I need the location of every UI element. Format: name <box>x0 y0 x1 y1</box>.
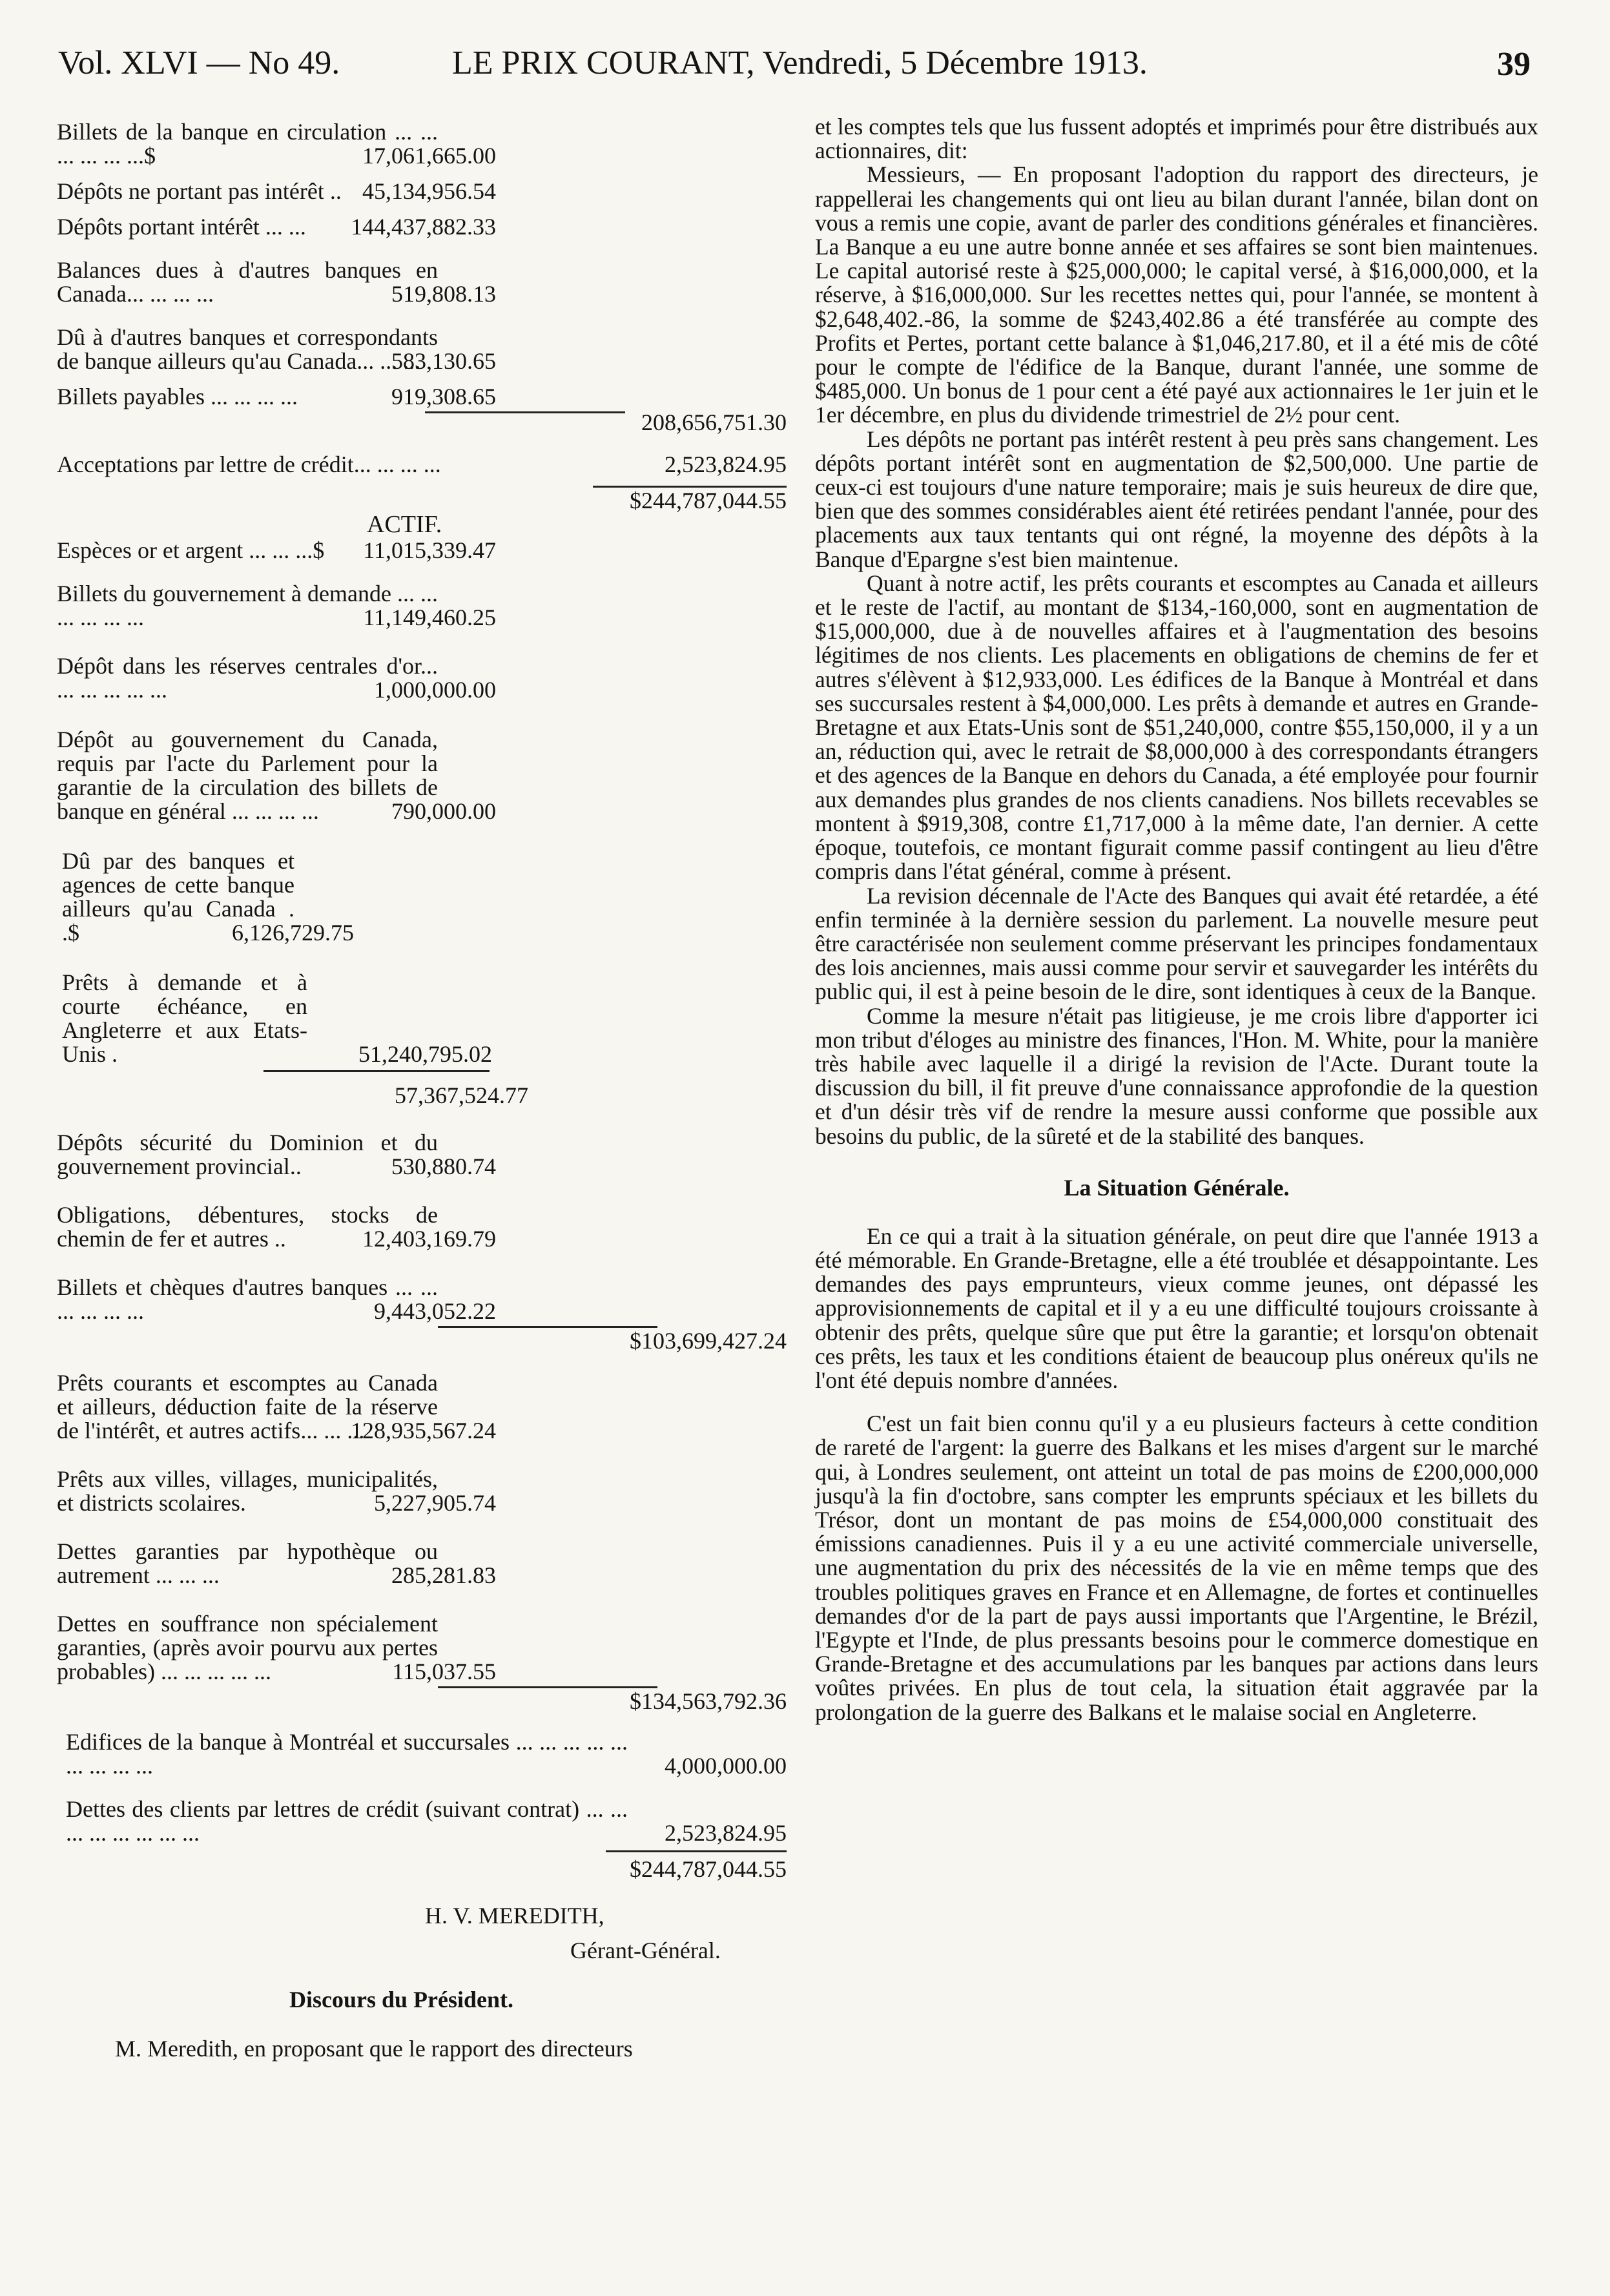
actif-row: Edifices de la banque à Montréal et succursales ... ... ... ... ... ... ... ... ... 4,000,000.00 <box>66 1729 787 1779</box>
actif-row: Billets du gouvernement à demande ... ... ... ... ... ... 11,149,460.25 <box>57 581 496 630</box>
paragraph: La revision décennale de l'Acte des Banques qui avait été retardée, a été enfin terminée à la dernière session du parlement. La nouvelle mesure peut être caractérisée non seulement comme préservant les principes fondamentaux des lois anciennes, mais aussi comme pour servir et sauvegarder les intérêts du public qui, il est à peine besoin de le dire, sont identiques à ceux de la Banque. <box>815 882 1538 1005</box>
passif-row: Dépôts portant intérêt ... ... 144,437,882.33 <box>57 214 496 240</box>
total-rule <box>606 1850 787 1852</box>
actif-row: Dettes des clients par lettres de crédit (suivant contrat) ... ... ... ... ... ... ... ... 2,523,824.95 <box>66 1796 787 1846</box>
page-number: 39 <box>1497 46 1531 83</box>
actif-row: Dettes garanties par hypothèque ou autrement ... ... ... 285,281.83 <box>57 1538 496 1588</box>
actif-row: Espèces or et argent ... ... ...$ 11,015,339.47 <box>57 537 496 563</box>
actif-subtotal-row: $134,563,792.36 <box>57 1684 787 1713</box>
subtotal-rule <box>438 1326 657 1328</box>
actif-row: Prêts aux villes, villages, municipalités, et districts scolaires. 5,227,905.74 <box>57 1466 496 1516</box>
paragraph: Comme la mesure n'était pas litigieuse, je me crois libre d'apporter ici mon tribut d'éloges au ministre des finances, l'Hon. M. White, pour la manière très habile avec laquelle il a dirigé la revision de l'Acte. Durant toute la discussion du bill, il fit preuve d'une connaissance approfondie de la question et d'un désir très vif de rendre la mesure aussi conforme que possible aux besoins du public, de la sûreté et de la stabilité des banques. <box>815 1002 1538 1149</box>
actif-row: Dépôt dans les réserves centrales d'or... ... ... ... ... ... 1,000,000.00 <box>57 653 496 703</box>
discours-heading: Discours du Président. <box>289 1987 514 2012</box>
paragraph: C'est un fait bien connu qu'il y a eu plusieurs facteurs à cette condition de rareté de l'argent: la guerre des Balkans et les mises d'argent sur le marché qui, à Londres seulement, ont atteint un total de pas moins de £200,000,000 jusqu'à la fin d'octobre, sans compter les emprunts spéciaux et les billets du Trésor, dont un montant de pas moins de £54,000,000 constituait des émissions canadiennes. Puis il y a eu une activité commerciale universelle, une augmentation du prix des nécessités de la vie en même temps que des troubles politiques graves en France et en Allemagne, de fortes et continuelles demandes d'or de la part de pays aussi importants que l'Argentine, le Brézil, l'Egypte et l'Inde, de plus pressants besoins pour le commerce domestique en Grande-Bretagne et des accumulations par les banques par actions dans leurs voûtes privées. En plus de tout cela, la situation était aggravée par la prolongation de la guerre des Balkans et le malaise social en Angleterre. <box>815 1411 1538 1725</box>
subtotal-rule <box>425 411 625 413</box>
passif-row: Dépôts ne portant pas intérêt .. 45,134,956.54 <box>57 178 496 204</box>
signature-role: Gérant-Général. <box>570 1938 721 1963</box>
actif-row: Obligations, débentures, stocks de chemin de fer et autres .. 12,403,169.79 <box>57 1202 496 1252</box>
passif-row: Balances dues à d'autres banques en Canada... ... ... ... 519,808.13 <box>57 257 496 307</box>
actif-row: Prêts à demande et à courte échéance, en Angleterre et aux Etats-Unis . 51,240,795.02 <box>62 969 492 1067</box>
passif-row: Billets de la banque en circulation ... ... ... ... ... ...$ 17,061,665.00 <box>57 119 496 169</box>
actif-heading: ACTIF. <box>367 511 442 538</box>
actif-subtotal-row: 57,367,524.77 <box>57 1066 787 1108</box>
situation-heading: La Situation Générale. <box>1064 1174 1290 1201</box>
passif-subtotal-row: 208,656,751.30 <box>57 409 787 435</box>
paragraph: et les comptes tels que lus fussent adoptés et imprimés pour être distribués aux actionnaires, dit: <box>815 114 1538 164</box>
volume-number: Vol. XLVI — No 49. <box>58 45 340 81</box>
page-header <box>52 40 1531 92</box>
actif-row: Billets et chèques d'autres banques ... ... ... ... ... ... 9,443,052.22 <box>57 1274 496 1324</box>
paragraph: En ce qui a trait à la situation générale, on peut dire que l'année 1913 a été mémorable. En Grande-Bretagne, elle a été troublée et désappointante. Les demandes des pays emprunteurs, vieux comme jeunes, ont dépassé les approvisionnements de capital et il y a eu une difficulté toujours croissante à obtenir des prêts, quelque sûre que put être la garantie; et lorsqu'on obtenait ces prêts, les taux et les conditions étaient de beaucoup plus onéreux qu'ils ne l'ont été depuis nombre d'années. <box>815 1223 1538 1393</box>
newspaper-title: LE PRIX COURANT, Vendredi, 5 Décembre 1913. <box>452 45 1148 81</box>
actif-row: Dépôt au gouvernement du Canada, requis par l'acte du Parlement pour la garantie de la circulation des billets de banque en général ... ... ... ... 790,000.00 <box>57 727 496 824</box>
subtotal-rule <box>263 1070 490 1072</box>
paragraph: Messieurs, — En proposant l'adoption du rapport des directeurs, je rappellerai les changements qui ont lieu au bilan durant l'année, bilan dont on vous a remis une copie, avant de parler des conditions générales et financières. La Banque a eu une autre bonne année et ses affaires se sont bien maintenues. Le capital autorisé reste à $25,000,000; le capital versé, à $16,000,000, et la réserve, à $16,000,000. Sur les recettes nettes qui, pour l'année, se montent à $2,648,402.-86, la somme de $243,402.86 a été transférée au compte des Profits et Pertes, portant cette balance à $1,046,217.80, et il a été mis de côté pour le compte de l'édifice de la Banque, durant l'année, une somme de $485,000. Un bonus de 1 pour cent a été payé aux actionnaires le 1er juin et le 1er décembre, en plus du dividende trimestriel de 2½ pour cent. <box>815 161 1538 428</box>
balance-sheet <box>57 103 787 2062</box>
subtotal-rule <box>438 1686 657 1688</box>
passif-total-row: $244,787,044.55 <box>57 477 787 513</box>
passif-row: Billets payables ... ... ... ... 919,308.65 <box>57 384 496 409</box>
speech-column <box>815 115 1538 1724</box>
passif-row: Acceptations par lettre de crédit... ... ... ... 2,523,824.95 <box>57 451 787 477</box>
discours-intro: M. Meredith, en proposant que le rapport des directeurs <box>115 2036 633 2062</box>
actif-row: Dettes en souffrance non spécialement garanties, (après avoir pourvu aux pertes probables) ... ... ... ... ... 115,037.55 <box>57 1611 496 1684</box>
actif-row: Dû par des banques et agences de cette banque ailleurs qu'au Canada . .$ 6,126,729.75 <box>62 848 354 946</box>
signature-name: H. V. MEREDITH, <box>425 1903 604 1929</box>
actif-total-row: $244,787,044.55 <box>57 1845 787 1881</box>
paragraph: Quant à notre actif, les prêts courants et escomptes au Canada et ailleurs et le reste de l'actif, au montant de $134,-160,000, sont en augmentation de $15,000,000, due à de nouvelles affaires et à l'augmentation des besoins légitimes de nos clients. Les placements en obligations de chemins de fer et autres s'élèvent à $12,933,000. Les édifices de la Banque à Montréal et dans ses succursales restent à $4,000,000. Les prêts à demande et autres en Grande-Bretagne et aux Etats-Unis sont de $51,240,000, contre $55,150,000, il y a un an, réduction qui, avec le retrait de $8,000,000 à des correspondants étrangers et des agences de la Banque en dehors du Canada, a été employée pour fournir aux demandes plus grandes de nos clients canadiens. Nos billets recevables se montent à $919,308, contre £1,717,000 à la même date, l'an dernier. A cette époque, toutefois, ce montant figurait comme passif contingent au lieu d'être compris dans l'état général, comme à présent. <box>815 570 1538 885</box>
actif-row: Prêts courants et escomptes au Canada et ailleurs, déduction faite de la réserve de l'intérêt, et autres actifs... ... ... 128,935,567.24 <box>57 1370 496 1443</box>
actif-row: Dépôts sécurité du Dominion et du gouvernement provincial.. 530,880.74 <box>57 1130 496 1179</box>
actif-subtotal-row: $103,699,427.24 <box>57 1323 787 1353</box>
passif-row: Dû à d'autres banques et correspondants de banque ailleurs qu'au Canada... ... ... 583,130.65 <box>57 324 496 374</box>
paragraph: Les dépôts ne portant pas intérêt restent à peu près sans changement. Les dépôts portant intérêt sont en augmentation de $2,500,000. Une partie de ceux-ci est toujours d'une nature temporaire; mais je suis heureux de dire que, bien que des sommes considérables aient été retirées pendant l'année, pour des placements aux taux tentants qui ont régné, la moyenne des dépôts à la Banque d'Epargne s'est bien maintenue. <box>815 426 1538 572</box>
